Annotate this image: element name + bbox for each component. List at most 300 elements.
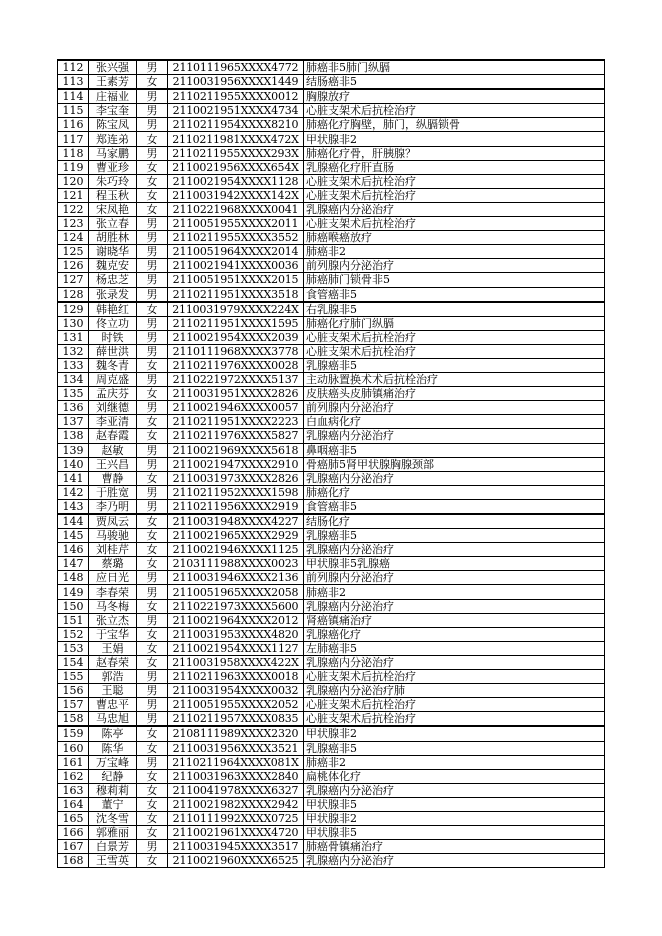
cell-diagnosis[interactable]: 甲状腺非5 [304, 826, 605, 840]
cell-id-number[interactable]: 2103111988XXXX0023 [168, 557, 304, 571]
cell-id-number[interactable]: 2110031956XXXX3521 [168, 741, 304, 755]
cell-gender[interactable]: 女 [137, 726, 168, 741]
table-row [58, 146, 605, 160]
cell-gender[interactable]: 女 [137, 75, 168, 90]
cell-gender[interactable]: 男 [137, 585, 168, 599]
cell-diagnosis[interactable]: 胸腺放疗 [304, 89, 605, 104]
cell-id-number[interactable]: 2110211951XXXX3518 [168, 287, 304, 302]
cell-id-number[interactable]: 2110211964XXXX081X [168, 755, 304, 769]
cell-row-number[interactable]: 167 [58, 840, 89, 854]
cell-gender[interactable]: 女 [137, 854, 168, 868]
cell-row-number[interactable]: 153 [58, 641, 89, 655]
cell-gender[interactable]: 男 [137, 684, 168, 698]
cell-gender[interactable]: 女 [137, 358, 168, 372]
cell-diagnosis[interactable]: 心脏支架术后抗栓治疗 [304, 104, 605, 118]
table-row [58, 670, 605, 684]
table-row [58, 415, 605, 429]
cell-row-number[interactable]: 117 [58, 132, 89, 146]
cell-patient-name[interactable]: 蔡璐 [89, 557, 137, 571]
cell-row-number[interactable]: 142 [58, 485, 89, 499]
cell-patient-name[interactable]: 陈宝凤 [89, 118, 137, 132]
cell-id-number[interactable]: 2110031951XXXX2826 [168, 387, 304, 401]
cell-row-number[interactable]: 120 [58, 174, 89, 188]
cell-id-number[interactable]: 2110021982XXXX2942 [168, 797, 304, 811]
cell-id-number[interactable]: 2110211955XXXX293X [168, 146, 304, 160]
cell-gender[interactable]: 女 [137, 783, 168, 797]
table-row [58, 471, 605, 485]
cell-patient-name[interactable]: 王聪 [89, 684, 137, 698]
table-row [58, 726, 605, 741]
cell-gender[interactable]: 女 [137, 174, 168, 188]
table-row [58, 684, 605, 698]
cell-gender[interactable]: 男 [137, 613, 168, 627]
cell-row-number[interactable]: 115 [58, 104, 89, 118]
cell-id-number[interactable]: 2110211952XXXX1598 [168, 485, 304, 499]
cell-row-number[interactable]: 118 [58, 146, 89, 160]
cell-row-number[interactable]: 130 [58, 316, 89, 330]
cell-row-number[interactable]: 112 [58, 60, 89, 75]
cell-row-number[interactable]: 156 [58, 684, 89, 698]
cell-diagnosis[interactable]: 前列腺内分泌治疗 [304, 259, 605, 273]
cell-gender[interactable]: 男 [137, 217, 168, 231]
cell-id-number[interactable]: 2110021961XXXX4720 [168, 826, 304, 840]
cell-row-number[interactable]: 121 [58, 188, 89, 202]
cell-gender[interactable]: 女 [137, 302, 168, 317]
cell-row-number[interactable]: 113 [58, 75, 89, 90]
cell-id-number[interactable]: 2110021954XXXX1128 [168, 174, 304, 188]
cell-gender[interactable]: 男 [137, 104, 168, 118]
cell-row-number[interactable]: 148 [58, 571, 89, 585]
cell-id-number[interactable]: 2110051955XXXX2011 [168, 217, 304, 231]
cell-row-number[interactable]: 126 [58, 259, 89, 273]
cell-diagnosis[interactable]: 肺癌化疗胸壁，肺门，纵膈锁骨 [304, 118, 605, 132]
cell-row-number[interactable]: 160 [58, 741, 89, 755]
cell-patient-name[interactable]: 应日光 [89, 571, 137, 585]
cell-diagnosis[interactable]: 甲状腺非2 [304, 726, 605, 741]
cell-gender[interactable]: 男 [137, 670, 168, 684]
cell-id-number[interactable]: 2110111965XXXX4772 [168, 60, 304, 75]
table-row [58, 217, 605, 231]
cell-patient-name[interactable]: 程玉秋 [89, 188, 137, 202]
cell-gender[interactable]: 女 [137, 741, 168, 755]
cell-patient-name[interactable]: 郑连弟 [89, 132, 137, 146]
cell-gender[interactable]: 男 [137, 755, 168, 769]
cell-patient-name[interactable]: 赵敏 [89, 443, 137, 457]
cell-gender[interactable]: 男 [137, 89, 168, 104]
cell-gender[interactable]: 女 [137, 627, 168, 641]
cell-gender[interactable]: 女 [137, 641, 168, 655]
cell-gender[interactable]: 男 [137, 231, 168, 245]
cell-id-number[interactable]: 2110031948XXXX4227 [168, 514, 304, 529]
cell-row-number[interactable]: 163 [58, 783, 89, 797]
cell-diagnosis[interactable]: 食管癌非5 [304, 287, 605, 302]
cell-row-number[interactable]: 155 [58, 670, 89, 684]
cell-gender[interactable]: 男 [137, 146, 168, 160]
cell-row-number[interactable]: 151 [58, 613, 89, 627]
cell-id-number[interactable]: 2110021954XXXX1127 [168, 641, 304, 655]
cell-id-number[interactable]: 2110021964XXXX2012 [168, 613, 304, 627]
cell-id-number[interactable]: 2110211956XXXX2919 [168, 499, 304, 514]
cell-row-number[interactable]: 124 [58, 231, 89, 245]
cell-patient-name[interactable]: 时铁 [89, 330, 137, 344]
cell-id-number[interactable]: 2110041978XXXX6327 [168, 783, 304, 797]
cell-diagnosis[interactable]: 乳腺癌内分泌治疗 [304, 543, 605, 557]
cell-patient-name[interactable]: 李宝奎 [89, 104, 137, 118]
cell-diagnosis[interactable]: 乳腺癌化疗 [304, 627, 605, 641]
cell-gender[interactable]: 女 [137, 132, 168, 146]
cell-diagnosis[interactable]: 鼻咽癌非5 [304, 443, 605, 457]
cell-row-number[interactable]: 159 [58, 726, 89, 741]
cell-id-number[interactable]: 2110211951XXXX1595 [168, 316, 304, 330]
cell-row-number[interactable]: 138 [58, 429, 89, 443]
cell-id-number[interactable]: 2110021951XXXX4734 [168, 104, 304, 118]
cell-id-number[interactable]: 2110021946XXXX1125 [168, 543, 304, 557]
cell-diagnosis[interactable]: 皮肤癌头皮肺镇痛治疗 [304, 387, 605, 401]
cell-patient-name[interactable]: 陈华 [89, 741, 137, 755]
cell-gender[interactable]: 女 [137, 415, 168, 429]
cell-row-number[interactable]: 152 [58, 627, 89, 641]
cell-row-number[interactable]: 122 [58, 202, 89, 216]
cell-gender[interactable]: 男 [137, 457, 168, 471]
cell-gender[interactable]: 男 [137, 330, 168, 344]
cell-row-number[interactable]: 114 [58, 89, 89, 104]
cell-diagnosis[interactable]: 肺癌骨镇痛治疗 [304, 840, 605, 854]
cell-diagnosis[interactable]: 乳腺癌内分泌治疗 [304, 599, 605, 613]
cell-gender[interactable]: 男 [137, 316, 168, 330]
cell-patient-name[interactable]: 王娟 [89, 641, 137, 655]
cell-gender[interactable]: 男 [137, 712, 168, 727]
cell-diagnosis[interactable]: 乳腺癌内分泌治疗 [304, 429, 605, 443]
cell-patient-name[interactable]: 郭浩 [89, 670, 137, 684]
cell-patient-name[interactable]: 杨忠芝 [89, 273, 137, 287]
cell-diagnosis[interactable]: 白血病化疗 [304, 415, 605, 429]
cell-diagnosis[interactable]: 前列腺内分泌治疗 [304, 571, 605, 585]
cell-diagnosis[interactable]: 结肠癌非5 [304, 75, 605, 90]
cell-id-number[interactable]: 2110031946XXXX2136 [168, 571, 304, 585]
cell-id-number[interactable]: 2110211955XXXX0012 [168, 89, 304, 104]
cell-row-number[interactable]: 119 [58, 160, 89, 174]
cell-id-number[interactable]: 2110211955XXXX3552 [168, 231, 304, 245]
cell-patient-name[interactable]: 庄福业 [89, 89, 137, 104]
cell-gender[interactable]: 女 [137, 471, 168, 485]
cell-row-number[interactable]: 133 [58, 358, 89, 372]
cell-id-number[interactable]: 2110031958XXXX422X [168, 655, 304, 669]
cell-gender[interactable]: 男 [137, 401, 168, 415]
cell-patient-name[interactable]: 马骏驰 [89, 529, 137, 543]
cell-gender[interactable]: 男 [137, 698, 168, 712]
cell-gender[interactable]: 男 [137, 273, 168, 287]
cell-row-number[interactable]: 139 [58, 443, 89, 457]
cell-row-number[interactable]: 162 [58, 769, 89, 783]
cell-diagnosis[interactable]: 心脏支架术后抗栓治疗 [304, 712, 605, 727]
cell-id-number[interactable]: 2110211951XXXX2223 [168, 415, 304, 429]
cell-row-number[interactable]: 132 [58, 344, 89, 358]
cell-row-number[interactable]: 147 [58, 557, 89, 571]
cell-gender[interactable]: 女 [137, 188, 168, 202]
cell-gender[interactable]: 女 [137, 557, 168, 571]
cell-row-number[interactable]: 168 [58, 854, 89, 868]
cell-patient-name[interactable]: 朱巧玲 [89, 174, 137, 188]
cell-row-number[interactable]: 136 [58, 401, 89, 415]
cell-id-number[interactable]: 2110031956XXXX1449 [168, 75, 304, 90]
cell-patient-name[interactable]: 纪静 [89, 769, 137, 783]
cell-diagnosis[interactable]: 扁桃体化疗 [304, 769, 605, 783]
cell-diagnosis[interactable]: 心脏支架术后抗栓治疗 [304, 188, 605, 202]
cell-id-number[interactable]: 2108111989XXXX2320 [168, 726, 304, 741]
cell-id-number[interactable]: 2110021946XXXX0057 [168, 401, 304, 415]
cell-diagnosis[interactable]: 甲状腺非2 [304, 132, 605, 146]
cell-id-number[interactable]: 2110031963XXXX2840 [168, 769, 304, 783]
cell-patient-name[interactable]: 贾凤云 [89, 514, 137, 529]
cell-id-number[interactable]: 2110031945XXXX3517 [168, 840, 304, 854]
cell-diagnosis[interactable]: 肺癌非2 [304, 245, 605, 259]
cell-row-number[interactable]: 158 [58, 712, 89, 727]
cell-id-number[interactable]: 2110021941XXXX0036 [168, 259, 304, 273]
cell-row-number[interactable]: 157 [58, 698, 89, 712]
table-row [58, 302, 605, 317]
cell-diagnosis[interactable]: 乳腺癌化疗肝直肠 [304, 160, 605, 174]
cell-diagnosis[interactable]: 左肺癌非5 [304, 641, 605, 655]
cell-id-number[interactable]: 2110031942XXXX142X [168, 188, 304, 202]
table-row [58, 287, 605, 302]
cell-diagnosis[interactable]: 食管癌非5 [304, 499, 605, 514]
cell-id-number[interactable]: 2110051964XXXX2014 [168, 245, 304, 259]
cell-id-number[interactable]: 2110021947XXXX2910 [168, 457, 304, 471]
cell-patient-name[interactable]: 曹静 [89, 471, 137, 485]
cell-id-number[interactable]: 2110211954XXXX8210 [168, 118, 304, 132]
table-row [58, 769, 605, 783]
cell-patient-name[interactable]: 穆莉莉 [89, 783, 137, 797]
cell-patient-name[interactable]: 王雪英 [89, 854, 137, 868]
cell-diagnosis[interactable]: 甲状腺非5 [304, 797, 605, 811]
cell-diagnosis[interactable]: 心脏支架术后抗栓治疗 [304, 174, 605, 188]
table-row [58, 245, 605, 259]
cell-row-number[interactable]: 135 [58, 387, 89, 401]
cell-diagnosis[interactable]: 骨癌肺5肾甲状腺胸腺颈部 [304, 457, 605, 471]
cell-gender[interactable]: 女 [137, 429, 168, 443]
cell-gender[interactable]: 男 [137, 344, 168, 358]
cell-patient-name[interactable]: 张立杰 [89, 613, 137, 627]
cell-patient-name[interactable]: 张立春 [89, 217, 137, 231]
cell-row-number[interactable]: 116 [58, 118, 89, 132]
cell-diagnosis[interactable]: 肺癌非5肺门纵膈 [304, 60, 605, 75]
cell-diagnosis[interactable]: 心脏支架术后抗栓治疗 [304, 330, 605, 344]
cell-id-number[interactable]: 2110211957XXXX0835 [168, 712, 304, 727]
cell-diagnosis[interactable]: 乳腺癌内分泌治疗 [304, 783, 605, 797]
table-row [58, 330, 605, 344]
cell-diagnosis[interactable]: 前列腺内分泌治疗 [304, 401, 605, 415]
cell-patient-name[interactable]: 王兴昌 [89, 457, 137, 471]
cell-id-number[interactable]: 2110021965XXXX2929 [168, 529, 304, 543]
cell-row-number[interactable]: 154 [58, 655, 89, 669]
cell-patient-name[interactable]: 孟庆芬 [89, 387, 137, 401]
cell-diagnosis[interactable]: 肺癌化疗骨，肝胰腺？ [304, 146, 605, 160]
cell-diagnosis[interactable]: 肺癌化疗 [304, 485, 605, 499]
cell-diagnosis[interactable]: 心脏支架术后抗栓治疗 [304, 698, 605, 712]
cell-id-number[interactable]: 2110031953XXXX4820 [168, 627, 304, 641]
cell-diagnosis[interactable]: 心脏支架术后抗栓治疗 [304, 344, 605, 358]
cell-diagnosis[interactable]: 乳腺癌非5 [304, 529, 605, 543]
cell-patient-name[interactable]: 李春荣 [89, 585, 137, 599]
cell-row-number[interactable]: 140 [58, 457, 89, 471]
cell-patient-name[interactable]: 马家鹏 [89, 146, 137, 160]
cell-id-number[interactable]: 2110221973XXXX5600 [168, 599, 304, 613]
cell-id-number[interactable]: 2110221968XXXX0041 [168, 202, 304, 216]
cell-row-number[interactable]: 150 [58, 599, 89, 613]
cell-row-number[interactable]: 164 [58, 797, 89, 811]
cell-id-number[interactable]: 2110021969XXXX5618 [168, 443, 304, 457]
cell-gender[interactable]: 男 [137, 373, 168, 387]
cell-patient-name[interactable]: 刘继德 [89, 401, 137, 415]
cell-patient-name[interactable]: 薛世洪 [89, 344, 137, 358]
cell-id-number[interactable]: 2110051951XXXX2015 [168, 273, 304, 287]
cell-patient-name[interactable]: 马忠旭 [89, 712, 137, 727]
cell-row-number[interactable]: 145 [58, 529, 89, 543]
cell-diagnosis[interactable]: 心脏支架术后抗栓治疗 [304, 670, 605, 684]
cell-row-number[interactable]: 137 [58, 415, 89, 429]
cell-diagnosis[interactable]: 乳腺癌内分泌治疗 [304, 655, 605, 669]
cell-id-number[interactable]: 2110211981XXXX472X [168, 132, 304, 146]
cell-gender[interactable]: 女 [137, 769, 168, 783]
cell-gender[interactable]: 男 [137, 840, 168, 854]
cell-gender[interactable]: 女 [137, 529, 168, 543]
cell-gender[interactable]: 女 [137, 599, 168, 613]
cell-patient-name[interactable]: 万宝峰 [89, 755, 137, 769]
cell-patient-name[interactable]: 张录发 [89, 287, 137, 302]
cell-gender[interactable]: 男 [137, 287, 168, 302]
cell-patient-name[interactable]: 曹忠平 [89, 698, 137, 712]
cell-patient-name[interactable]: 郭雅丽 [89, 826, 137, 840]
table-row [58, 557, 605, 571]
cell-row-number[interactable]: 134 [58, 373, 89, 387]
cell-gender[interactable]: 女 [137, 543, 168, 557]
cell-diagnosis[interactable]: 心脏支架术后抗栓治疗 [304, 217, 605, 231]
cell-patient-name[interactable]: 佟立功 [89, 316, 137, 330]
cell-patient-name[interactable]: 韩艳红 [89, 302, 137, 317]
cell-diagnosis[interactable]: 结肠化疗 [304, 514, 605, 529]
cell-diagnosis[interactable]: 肺癌非2 [304, 755, 605, 769]
cell-gender[interactable]: 女 [137, 811, 168, 825]
cell-row-number[interactable]: 143 [58, 499, 89, 514]
cell-patient-name[interactable]: 白景芳 [89, 840, 137, 854]
cell-patient-name[interactable]: 陈亭 [89, 726, 137, 741]
cell-diagnosis[interactable]: 乳腺癌内分泌治疗肺 [304, 684, 605, 698]
cell-patient-name[interactable]: 魏克安 [89, 259, 137, 273]
cell-gender[interactable]: 男 [137, 259, 168, 273]
cell-id-number[interactable]: 2110031979XXXX224X [168, 302, 304, 317]
cell-gender[interactable]: 女 [137, 387, 168, 401]
cell-diagnosis[interactable]: 肺癌非2 [304, 585, 605, 599]
cell-patient-name[interactable]: 于宝华 [89, 627, 137, 641]
cell-row-number[interactable]: 161 [58, 755, 89, 769]
cell-patient-name[interactable]: 周克盛 [89, 373, 137, 387]
cell-row-number[interactable]: 146 [58, 543, 89, 557]
cell-row-number[interactable]: 166 [58, 826, 89, 840]
cell-id-number[interactable]: 2110111992XXXX0725 [168, 811, 304, 825]
cell-patient-name[interactable]: 李乃明 [89, 499, 137, 514]
cell-patient-name[interactable]: 张兴强 [89, 60, 137, 75]
cell-id-number[interactable]: 2110211976XXXX0028 [168, 358, 304, 372]
cell-id-number[interactable]: 2110051965XXXX2058 [168, 585, 304, 599]
cell-patient-name[interactable]: 胡胜林 [89, 231, 137, 245]
cell-id-number[interactable]: 2110211976XXXX5827 [168, 429, 304, 443]
cell-diagnosis[interactable]: 甲状腺非5乳腺癌 [304, 557, 605, 571]
cell-patient-name[interactable]: 赵春荣 [89, 655, 137, 669]
cell-gender[interactable]: 女 [137, 514, 168, 529]
cell-diagnosis[interactable]: 乳腺癌内分泌治疗 [304, 202, 605, 216]
cell-patient-name[interactable]: 刘桂芹 [89, 543, 137, 557]
cell-row-number[interactable]: 141 [58, 471, 89, 485]
cell-patient-name[interactable]: 董宁 [89, 797, 137, 811]
cell-diagnosis[interactable]: 乳腺癌非5 [304, 741, 605, 755]
cell-id-number[interactable]: 2110021960XXXX6525 [168, 854, 304, 868]
cell-row-number[interactable]: 125 [58, 245, 89, 259]
cell-gender[interactable]: 男 [137, 245, 168, 259]
cell-gender[interactable]: 男 [137, 443, 168, 457]
cell-diagnosis[interactable]: 主动脉置换术术后抗栓治疗 [304, 373, 605, 387]
cell-gender[interactable]: 男 [137, 571, 168, 585]
cell-id-number[interactable]: 2110021956XXXX654X [168, 160, 304, 174]
cell-patient-name[interactable]: 王素芳 [89, 75, 137, 90]
table-row [58, 627, 605, 641]
cell-row-number[interactable]: 127 [58, 273, 89, 287]
cell-patient-name[interactable]: 谢晓华 [89, 245, 137, 259]
cell-patient-name[interactable]: 魏冬青 [89, 358, 137, 372]
cell-patient-name[interactable]: 李亚清 [89, 415, 137, 429]
cell-diagnosis[interactable]: 肾癌镇痛治疗 [304, 613, 605, 627]
cell-diagnosis[interactable]: 右乳腺非5 [304, 302, 605, 317]
cell-id-number[interactable]: 2110021954XXXX2039 [168, 330, 304, 344]
cell-patient-name[interactable]: 沈冬雪 [89, 811, 137, 825]
cell-diagnosis[interactable]: 甲状腺非2 [304, 811, 605, 825]
cell-id-number[interactable]: 2110051955XXXX2052 [168, 698, 304, 712]
cell-row-number[interactable]: 144 [58, 514, 89, 529]
cell-row-number[interactable]: 149 [58, 585, 89, 599]
cell-patient-name[interactable]: 曹亚珍 [89, 160, 137, 174]
cell-row-number[interactable]: 123 [58, 217, 89, 231]
cell-gender[interactable]: 女 [137, 202, 168, 216]
cell-patient-name[interactable]: 赵春霞 [89, 429, 137, 443]
cell-id-number[interactable]: 2110031973XXXX2826 [168, 471, 304, 485]
cell-gender[interactable]: 女 [137, 160, 168, 174]
cell-row-number[interactable]: 165 [58, 811, 89, 825]
cell-id-number[interactable]: 2110031954XXXX0032 [168, 684, 304, 698]
cell-gender[interactable]: 男 [137, 118, 168, 132]
cell-gender[interactable]: 女 [137, 655, 168, 669]
cell-gender[interactable]: 男 [137, 485, 168, 499]
cell-gender[interactable]: 男 [137, 499, 168, 514]
cell-patient-name[interactable]: 于胜宽 [89, 485, 137, 499]
cell-gender[interactable]: 男 [137, 60, 168, 75]
table-row [58, 174, 605, 188]
cell-id-number[interactable]: 2110211963XXXX0018 [168, 670, 304, 684]
cell-patient-name[interactable]: 马冬梅 [89, 599, 137, 613]
cell-gender[interactable]: 女 [137, 797, 168, 811]
cell-diagnosis[interactable]: 乳腺癌内分泌治疗 [304, 471, 605, 485]
cell-diagnosis[interactable]: 肺癌肺门锁骨非5 [304, 273, 605, 287]
cell-diagnosis[interactable]: 乳腺癌非5 [304, 358, 605, 372]
cell-diagnosis[interactable]: 乳腺癌内分泌治疗 [304, 854, 605, 868]
cell-diagnosis[interactable]: 肺癌喉癌放疗 [304, 231, 605, 245]
cell-row-number[interactable]: 129 [58, 302, 89, 317]
cell-row-number[interactable]: 131 [58, 330, 89, 344]
cell-diagnosis[interactable]: 肺癌化疗肺门纵膈 [304, 316, 605, 330]
cell-patient-name[interactable]: 宋凤艳 [89, 202, 137, 216]
cell-gender[interactable]: 女 [137, 826, 168, 840]
cell-id-number[interactable]: 2110221972XXXX5137 [168, 373, 304, 387]
cell-row-number[interactable]: 128 [58, 287, 89, 302]
cell-id-number[interactable]: 2110111968XXXX3778 [168, 344, 304, 358]
